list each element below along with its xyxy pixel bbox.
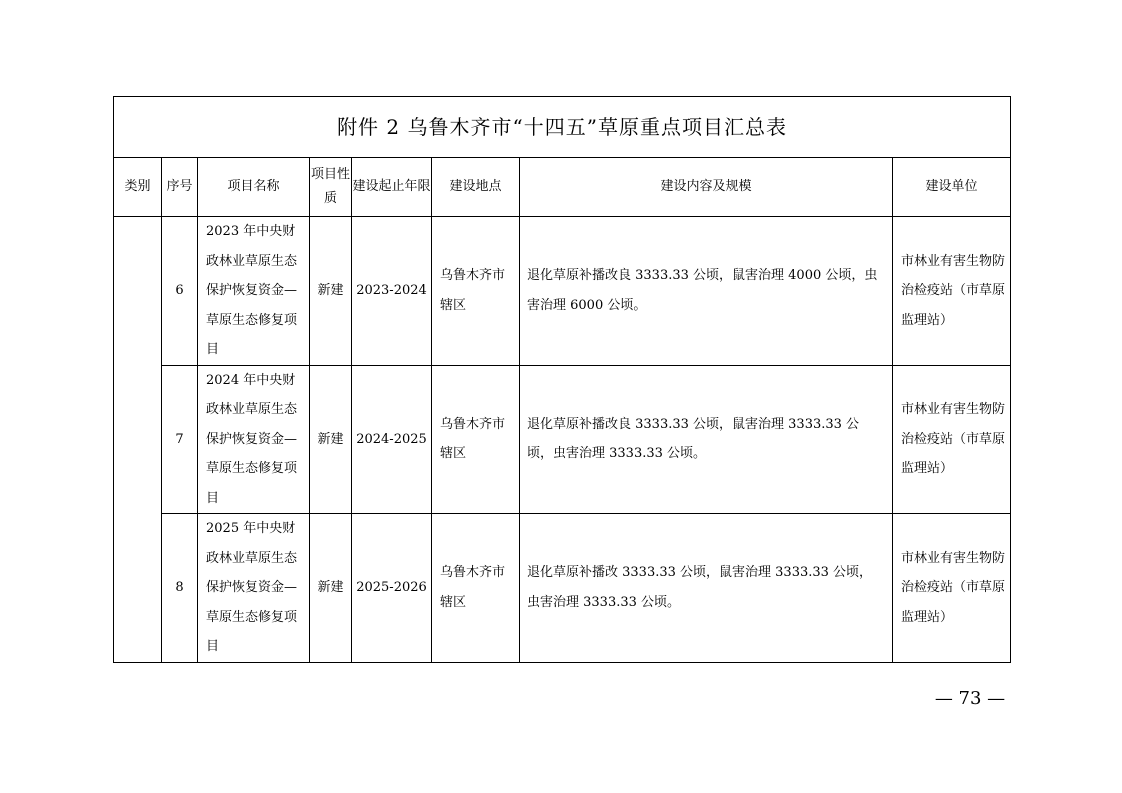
header-content: 建设内容及规模 (520, 158, 893, 217)
period-cell: 2024-2025 (352, 365, 432, 514)
period-cell: 2023-2024 (352, 217, 432, 366)
table-title: 附件 2 乌鲁木齐市“十四五”草原重点项目汇总表 (114, 97, 1011, 158)
header-row (114, 158, 1011, 217)
period-cell: 2025-2026 (352, 514, 432, 663)
nature-cell: 新建 (310, 217, 352, 366)
header-category: 类别 (114, 158, 162, 217)
nature-cell: 新建 (310, 365, 352, 514)
unit-cell: 市林业有害生物防治检疫站（市草原监理站） (893, 365, 1011, 514)
project-name-cell: 2023 年中央财政林业草原生态保护恢复资金—草原生态修复项目 (198, 217, 310, 366)
project-name-cell: 2024 年中央财政林业草原生态保护恢复资金—草原生态修复项目 (198, 365, 310, 514)
location-cell: 乌鲁木齐市辖区 (432, 365, 520, 514)
location-cell: 乌鲁木齐市辖区 (432, 514, 520, 663)
project-name-cell: 2025 年中央财政林业草原生态保护恢复资金—草原生态修复项目 (198, 514, 310, 663)
table-row (114, 514, 1011, 663)
unit-cell: 市林业有害生物防治检疫站（市草原监理站） (893, 217, 1011, 366)
index-cell: 6 (162, 217, 198, 366)
index-cell: 7 (162, 365, 198, 514)
header-unit: 建设单位 (893, 158, 1011, 217)
content-cell: 退化草原补播改 3333.33 公顷，鼠害治理 3333.33 公顷，虫害治理 3333.33 公顷。 (520, 514, 893, 663)
table-row (114, 217, 1011, 366)
header-location: 建设地点 (432, 158, 520, 217)
header-period: 建设起止年限 (352, 158, 432, 217)
unit-cell: 市林业有害生物防治检疫站（市草原监理站） (893, 514, 1011, 663)
page-number: — 73 — (934, 688, 1006, 709)
location-cell: 乌鲁木齐市辖区 (432, 217, 520, 366)
header-name: 项目名称 (198, 158, 310, 217)
header-nature: 项目性质 (310, 158, 352, 217)
content-cell: 退化草原补播改良 3333.33 公顷，鼠害治理 3333.33 公顷，虫害治理 3333.33 公顷。 (520, 365, 893, 514)
index-cell: 8 (162, 514, 198, 663)
content-cell: 退化草原补播改良 3333.33 公顷，鼠害治理 4000 公顷，虫害治理 6000 公顷。 (520, 217, 893, 366)
nature-cell: 新建 (310, 514, 352, 663)
table-row (114, 365, 1011, 514)
header-index: 序号 (162, 158, 198, 217)
category-cell (114, 217, 162, 663)
project-summary-table (113, 96, 1011, 663)
